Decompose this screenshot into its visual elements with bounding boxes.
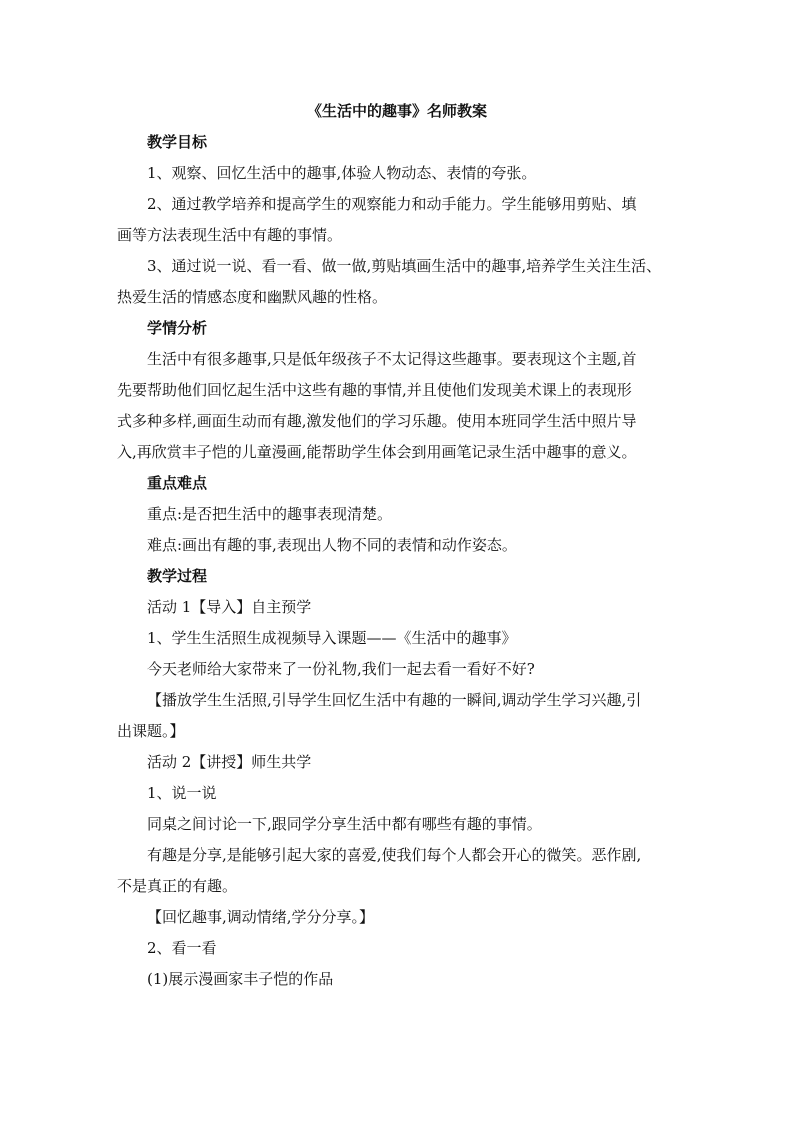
objective-item-1: 1、观察、回忆生活中的趣事,体验人物动态、表情的夸张。 bbox=[147, 164, 537, 182]
section-heading-objectives: 教学目标 bbox=[147, 133, 208, 151]
section-heading-keypoints: 重点难点 bbox=[147, 474, 208, 492]
activity-2-discussion: 同桌之间讨论一下,跟同学分享生活中都有哪些有趣的事情。 bbox=[147, 815, 542, 833]
activity-1-note-line-2: 出课题。】 bbox=[117, 722, 185, 740]
keypoint-difficulty: 难点:画出有趣的事,表现出人物不同的表情和动作姿态。 bbox=[147, 536, 517, 554]
activity-1-speech: 今天老师给大家带来了一份礼物,我们一起去看一看好不好? bbox=[147, 660, 535, 678]
activity-1-title: 活动 1【导入】自主预学 bbox=[147, 598, 312, 616]
activity-1-note-line-1: 【播放学生生活照,引导学生回忆生活中有趣的一瞬间,调动学生学习兴趣,引 bbox=[147, 691, 642, 709]
objective-item-3 bbox=[117, 251, 677, 313]
keypoint-focus: 重点:是否把生活中的趣事表现清楚。 bbox=[147, 505, 393, 523]
analysis-line-2: 先要帮助他们回忆起生活中这些有趣的事情,并且使他们发现美术课上的表现形 bbox=[117, 381, 632, 399]
objective-item-2-line-1: 2、通过教学培养和提高学生的观察能力和动手能力。学生能够用剪贴、填 bbox=[147, 195, 637, 213]
activity-2-title: 活动 2【讲授】师生共学 bbox=[147, 753, 312, 771]
activity-2-note: 【回忆趣事,调动情绪,学分分享。】 bbox=[147, 908, 375, 926]
activity-2-sub-1: (1)展示漫画家丰子恺的作品 bbox=[147, 970, 334, 988]
activity-1-step-1: 1、学生生活照生成视频导入课题——《生活中的趣事》 bbox=[147, 629, 517, 647]
activity-2-fun-line-2: 不是真正的有趣。 bbox=[117, 877, 238, 895]
objective-item-3-line-2: 热爱生活的情感态度和幽默风趣的性格。 bbox=[117, 288, 388, 306]
activity-1-note bbox=[117, 685, 677, 747]
activity-2-fun bbox=[117, 840, 677, 902]
objective-item-2 bbox=[117, 189, 677, 251]
section-heading-process: 教学过程 bbox=[147, 567, 208, 585]
document-title: 《生活中的趣事》名师教案 bbox=[306, 102, 487, 120]
document-body bbox=[117, 96, 677, 995]
objective-item-3-line-1: 3、通过说一说、看一看、做一做,剪贴填画生活中的趣事,培养学生关注生活、 bbox=[147, 257, 662, 275]
section-heading-analysis: 学情分析 bbox=[147, 319, 208, 337]
activity-2-fun-line-1: 有趣是分享,是能够引起大家的喜爱,使我们每个人都会开心的微笑。恶作剧, bbox=[147, 846, 642, 864]
objective-item-2-line-2: 画等方法表现生活中有趣的事情。 bbox=[117, 226, 343, 244]
analysis-line-3: 式多种多样,画面生动而有趣,激发他们的学习乐趣。使用本班同学生活中照片导 bbox=[117, 412, 637, 430]
analysis-line-1: 生活中有很多趣事,只是低年级孩子不太记得这些趣事。要表现这个主题,首 bbox=[147, 350, 637, 368]
analysis-paragraph bbox=[117, 344, 677, 468]
activity-2-step-2: 2、看一看 bbox=[147, 939, 217, 957]
activity-2-step-1: 1、说一说 bbox=[147, 784, 217, 802]
analysis-line-4: 入,再欣赏丰子恺的儿童漫画,能帮助学生体会到用画笔记录生活中趣事的意义。 bbox=[117, 443, 637, 461]
